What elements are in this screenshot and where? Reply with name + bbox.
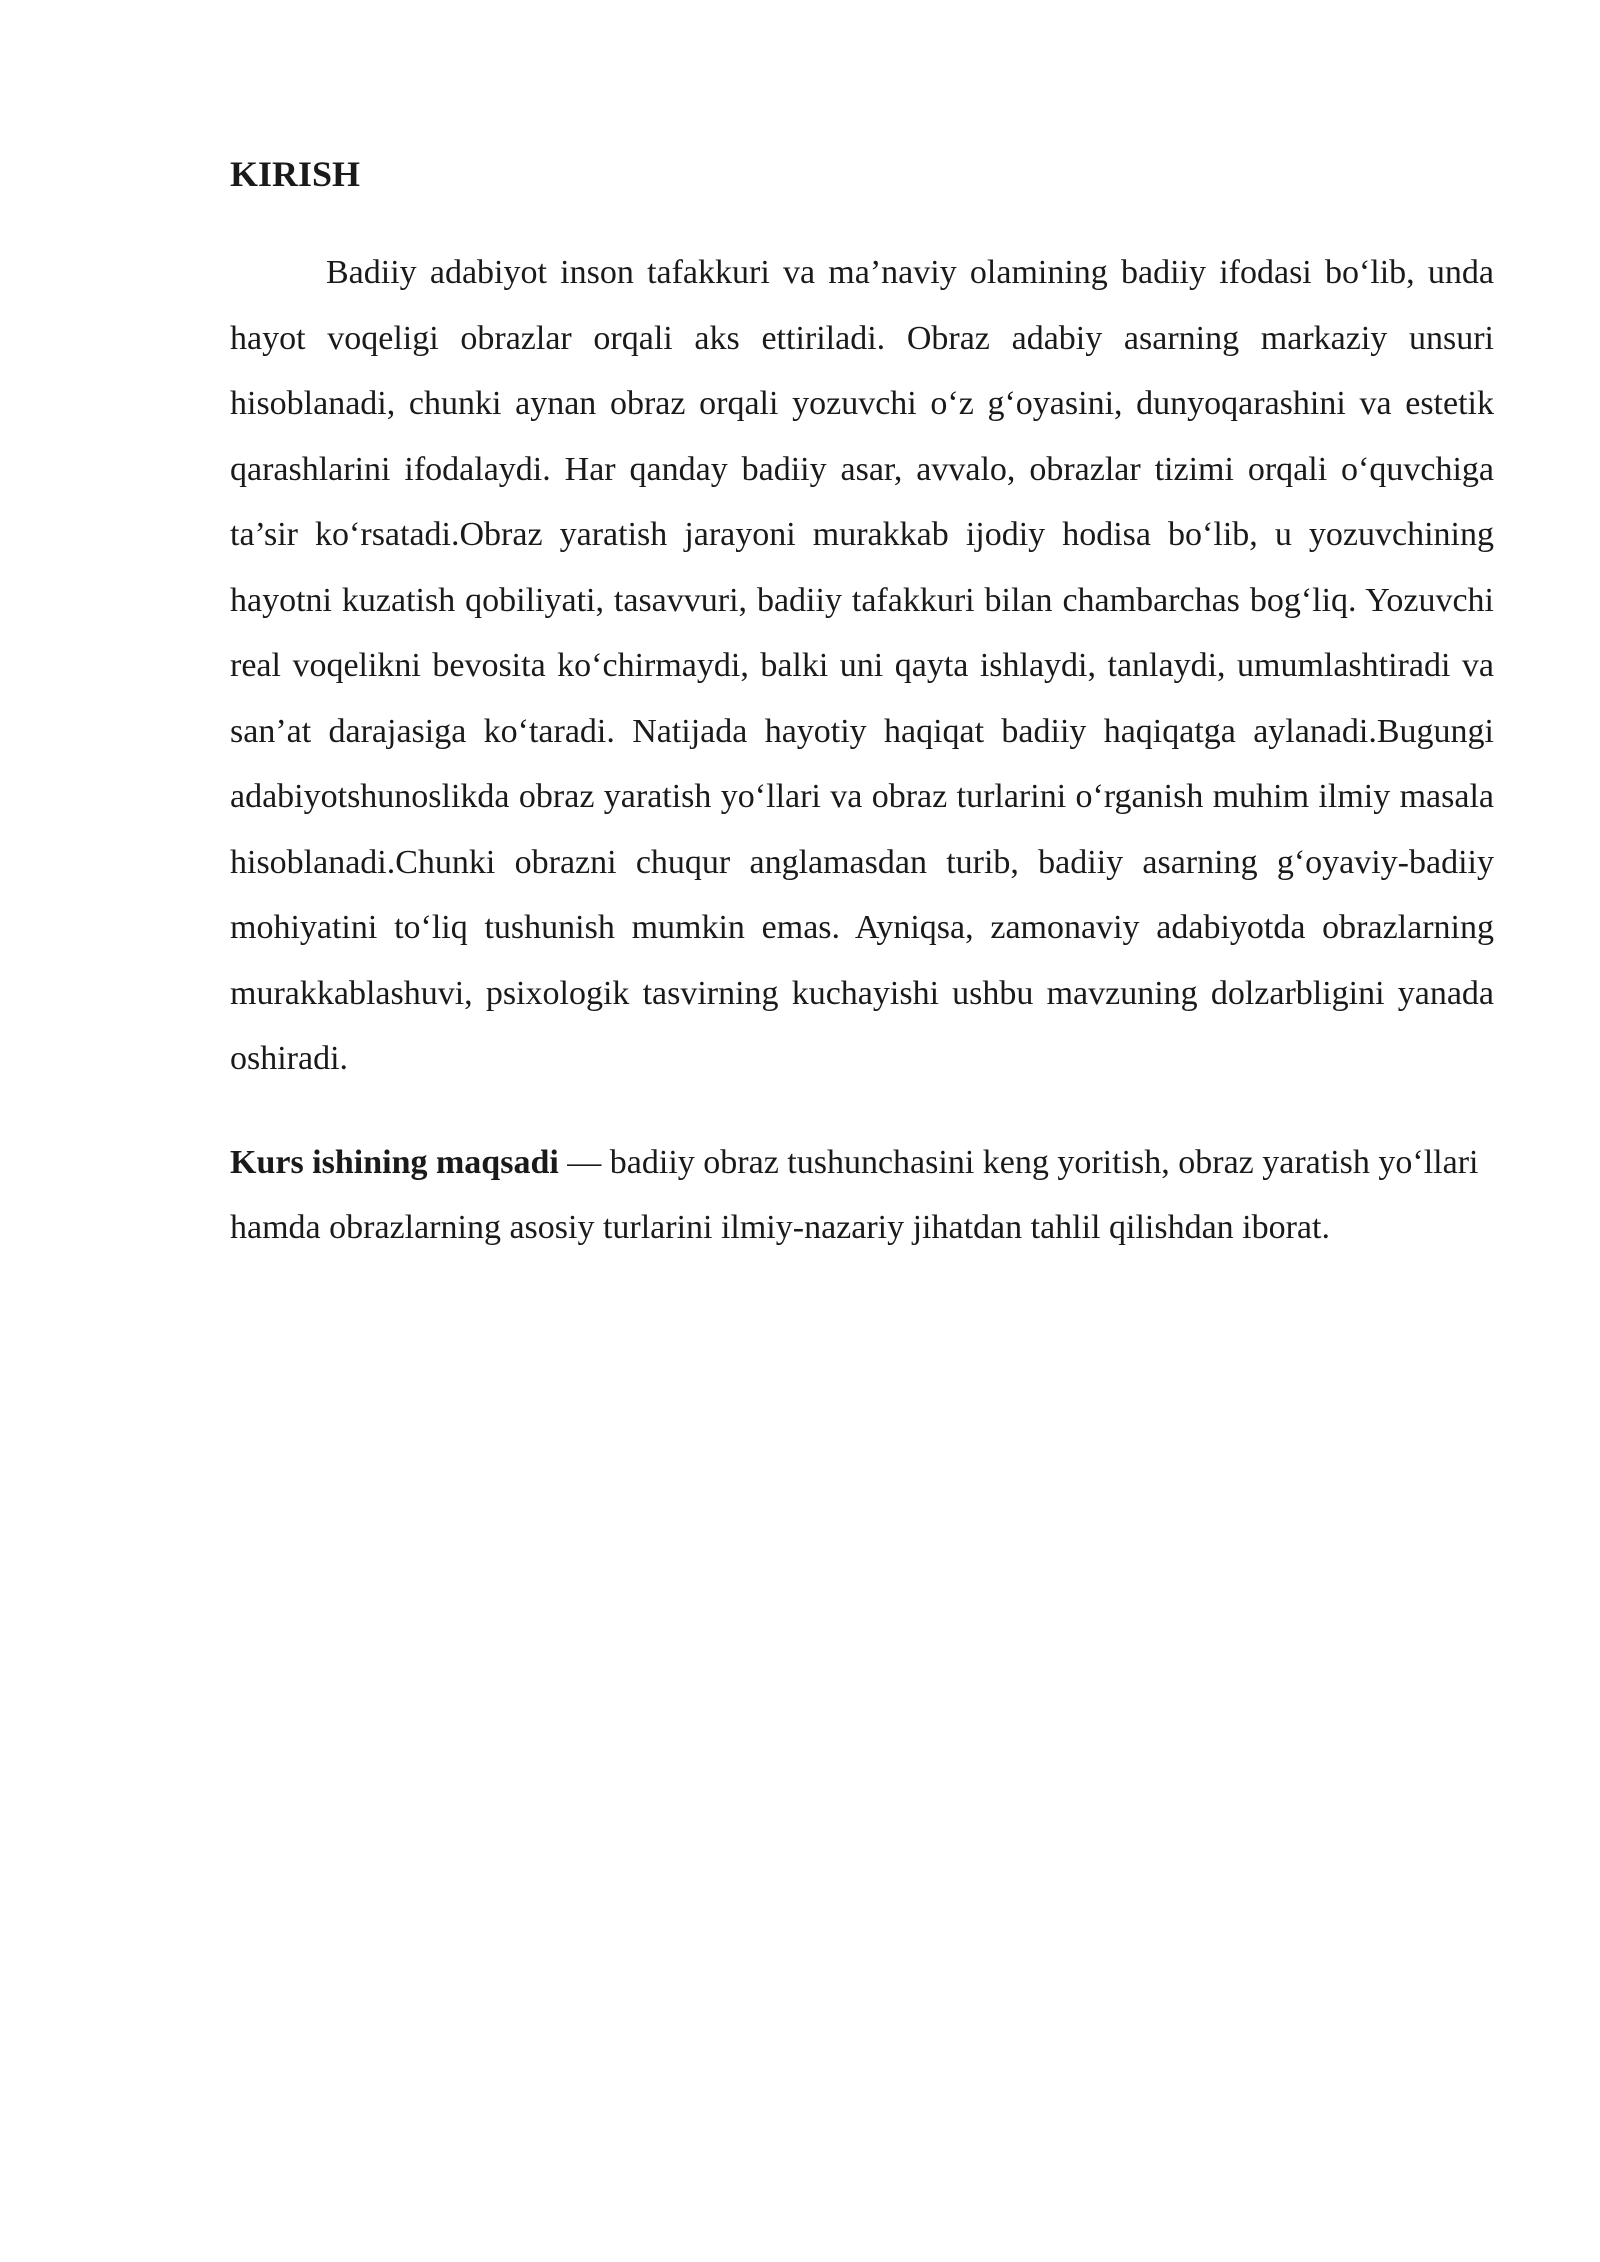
- goal-paragraph: [230, 1130, 1494, 1261]
- goal-label: Kurs ishining maqsadi: [230, 1143, 559, 1181]
- intro-paragraph: Badiiy adabiyot inson tafakkuri va ma’naviy olamining badiiy ifodasi bo‘lib, unda hayot voqeligi obrazlar orqali aks ettiriladi. Obraz adabiy asarning markaziy unsuri hisoblanadi, chunki aynan obraz orqali yozuvchi o‘z g‘oyasini, dunyoqarashini va estetik qarashlarini ifodalaydi. Har qanday badiiy asar, avvalo, obrazlar tizimi orqali o‘quvchiga ta’sir ko‘rsatadi.Obraz yaratish jarayoni murakkab ijodiy hodisa bo‘lib, u yozuvchining hayotni kuzatish qobiliyati, tasavvuri, badiiy tafakkuri bilan chambarchas bog‘liq. Yozuvchi real voqelikni bevosita ko‘chirmaydi, balki uni qayta ishlaydi, tanlaydi, umumlashtiradi va san’at darajasiga ko‘taradi. Natijada hayotiy haqiqat badiiy haqiqatga aylanadi.Bugungi adabiyotshunoslikda obraz yaratish yo‘llari va obraz turlarini o‘rganish muhim ilmiy masala hisoblanadi.Chunki obrazni chuqur anglamasdan turib, badiiy asarning g‘oyaviy-badiiy mohiyatini to‘liq tushunish mumkin emas. Ayniqsa, zamonaviy adabiyotda obrazlarning murakkablashuvi, psixologik tasvirning kuchayishi ushbu mavzuning dolzarbligini yanada oshiradi.: [230, 254, 1494, 1077]
- goal-text: — badiiy obraz tushunchasini keng yoritish, obraz yaratish yo‘llari hamda obrazlarning asosiy turlarini ilmiy-nazariy jihatdan tahlil qilishdan iborat.: [230, 1143, 1479, 1246]
- document-page: [230, 150, 1494, 1261]
- section-heading: KIRISH: [230, 154, 361, 194]
